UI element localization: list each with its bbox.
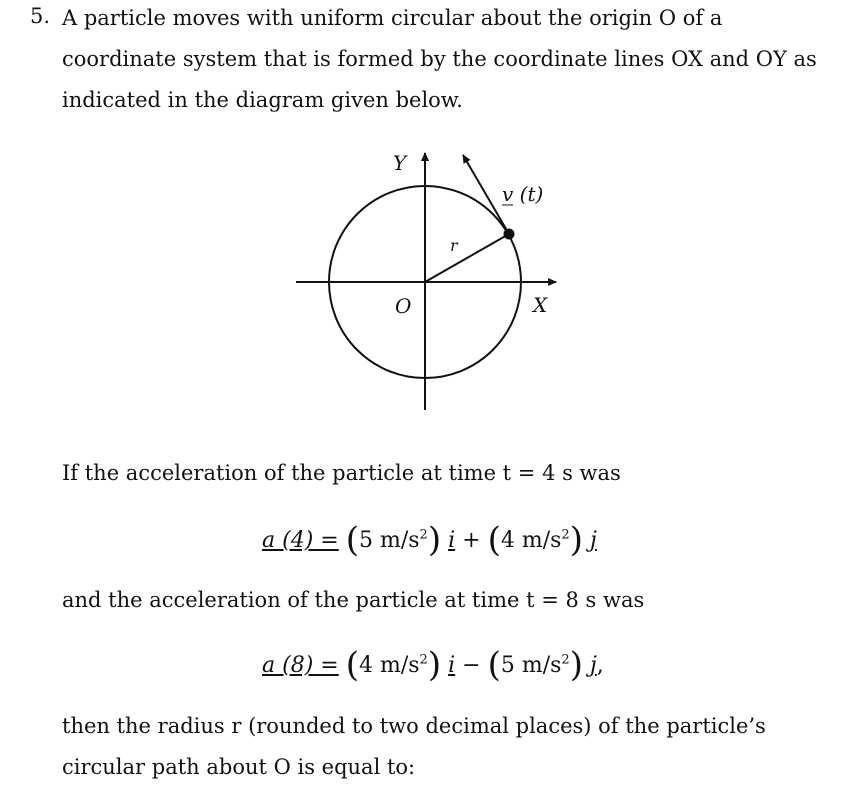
origin-label: O [395,294,412,318]
acceleration-equation-t8: a (8) = (4 $m/s^2$) i − (5 $m/s^2$) j, [262,645,604,685]
equation-2-term1-exponent: 2 [419,652,428,668]
x-axis-label: X [533,293,548,317]
equation-2-term2-unit: m/s [521,653,562,678]
equation-1-term2-unit: m/s [521,528,562,553]
equation-1-term1-vector: i [448,528,456,553]
equation-2-term2-value: 5 [500,653,515,678]
equation-2-lhs: a (8) = [262,653,339,678]
radius-line [425,234,509,282]
condition-text: If the acceleration of the particle at time t = 4 s was [62,461,621,485]
middle-text: and the acceleration of the particle at time t = 8 s was [62,588,645,612]
equation-1-term2-vector: j [589,528,597,553]
equation-1-term2-exponent: 2 [561,527,570,543]
equation-2-trailing: , [596,653,604,678]
equation-2-term2-exponent: 2 [561,652,570,668]
equation-2-term1-vector: i [448,653,456,678]
velocity-label: v (t) [502,182,544,206]
equation-1-operator: + [462,528,481,553]
equation-1-term1-unit: m/s [379,528,420,553]
equation-1-term1-value: 5 [358,528,373,553]
particle [504,229,515,240]
equation-1-lhs: a (4) = [262,528,339,553]
equation-1-term1-exponent: 2 [419,527,428,543]
equation-2-term1-unit: m/s [379,653,420,678]
equation-2-term1-value: 4 [358,653,373,678]
equation-2-operator: − [462,653,481,678]
question-intro-text: A particle moves with uniform circular about the origin O of a coordinate system that is formed by the coordinate lines OX and OY as indicated in the diagram given below. [62,6,817,112]
question-number: 5. [30,4,51,28]
closing-text: then the radius r (rounded to two decimal places) of the particle’s circular path about O is equal to: [62,714,766,779]
acceleration-equation-t4: a (4) = (5 $m/s^2$) i + (4 $m/s^2$) j [262,520,597,560]
radius-label: r [450,236,458,255]
y-axis-label: Y [393,151,407,175]
equation-2-term2-vector: j [589,653,597,678]
equation-1-term2-value: 4 [500,528,515,553]
